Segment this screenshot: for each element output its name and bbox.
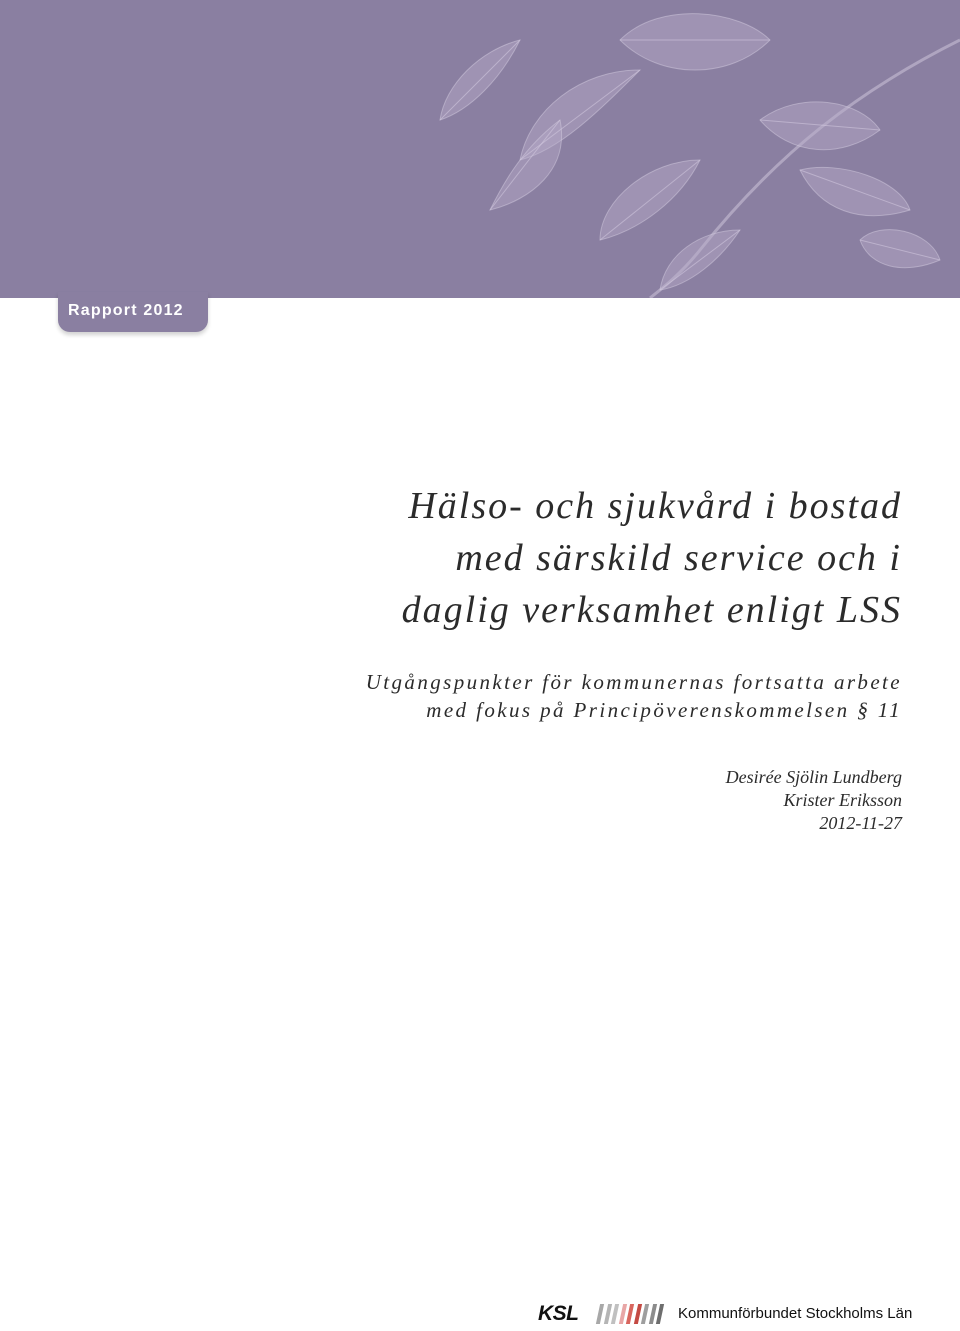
report-year-label: Rapport 2012 <box>68 302 184 319</box>
title-line: Hälso- och sjukvård i bostad <box>408 485 902 527</box>
title-line: med särskild service och i <box>455 537 902 579</box>
author-name: Desirée Sjölin Lundberg <box>725 767 902 787</box>
ksl-logo: KSL <box>538 1302 579 1325</box>
subtitle-line: Utgångspunkter för kommunernas fortsatta arbete <box>365 670 902 694</box>
leaf-branch-icon <box>0 0 960 298</box>
organization-name: Kommunförbundet Stockholms Län <box>678 1305 913 1322</box>
color-bars-icon <box>598 1304 668 1324</box>
title-line: daglig verksamhet enligt LSS <box>401 589 902 631</box>
logo-bar <box>626 1304 634 1324</box>
logo-bar <box>641 1304 649 1324</box>
logo-bar <box>656 1304 664 1324</box>
document-subtitle <box>142 668 902 724</box>
report-date: 2012-11-27 <box>819 813 902 833</box>
document-title <box>202 480 902 636</box>
logo-bar <box>596 1304 604 1324</box>
author-name: Krister Eriksson <box>783 790 902 810</box>
author-block <box>502 766 902 835</box>
header-banner <box>0 0 960 298</box>
report-year-tab <box>58 292 208 332</box>
logo-bar <box>611 1304 619 1324</box>
footer-logo <box>538 1302 938 1326</box>
subtitle-line: med fokus på Principöverenskommelsen § 11 <box>426 698 902 722</box>
